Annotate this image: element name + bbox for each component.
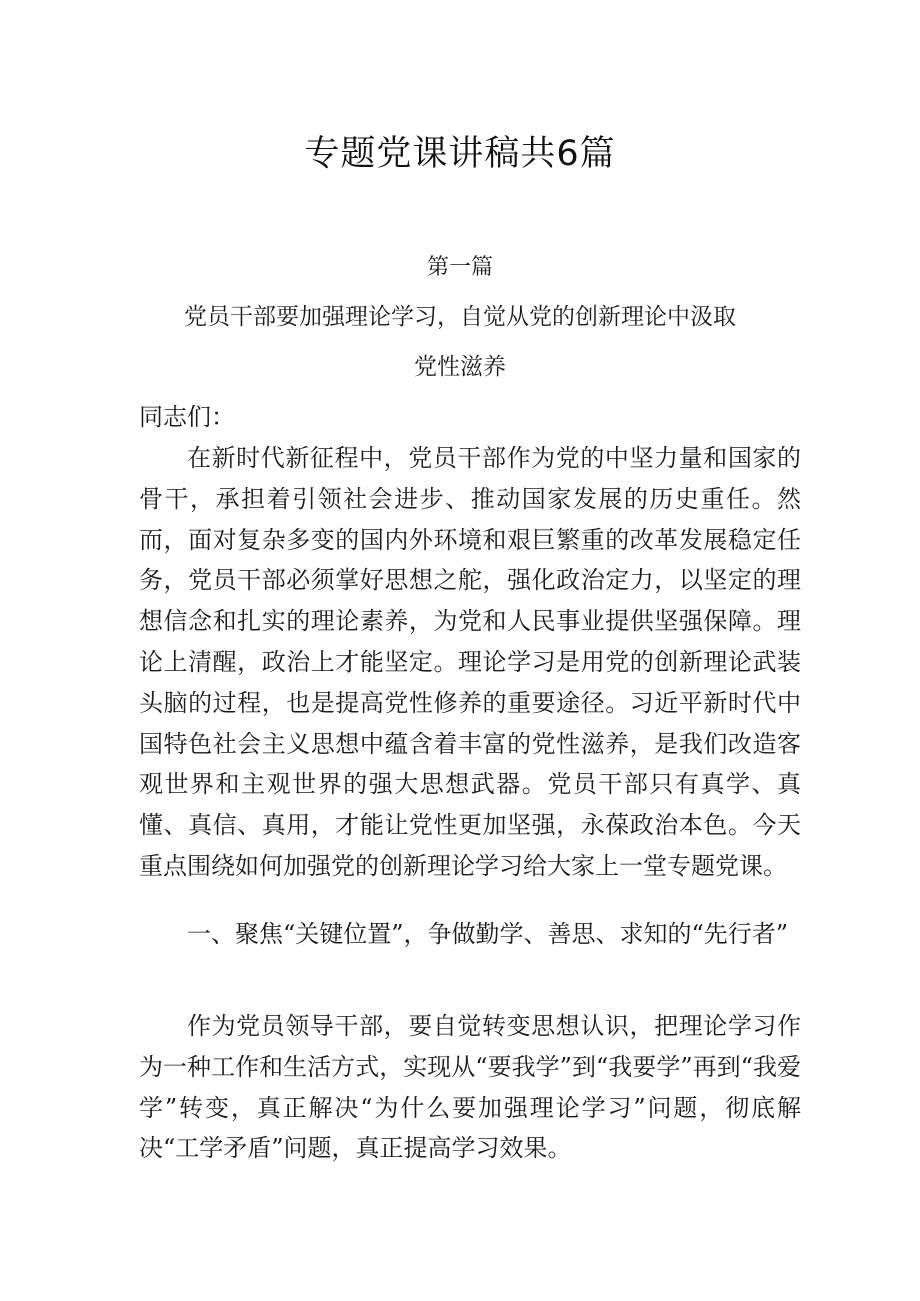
section-heading-1 [139,914,801,955]
body-paragraph-intro [139,438,801,887]
section-heading-text: 一、聚焦“关键位置”，争做勤学、善思、求知的“先行者” [187,920,789,948]
section-subtitle-line-1: 党员干部要加强理论学习，自觉从党的创新理论中汲取 [184,304,736,330]
salutation: 同志们： [139,403,235,431]
body-paragraph-section-1 [139,1006,801,1169]
document-title: 专题党课讲稿共6篇 [304,134,616,174]
chapter-label: 第一篇 [426,255,493,280]
paragraph-text: 作为党员领导干部，要自觉转变思想认识，把理论学习作为一种工作和生活方式，实现从“要我学”到“我要学”再到“我爱学”转变，真正解决“为什么要加强理论学习”问题，彻底解决“工学矛盾”问题，真正提高学习效果。 [139,1012,801,1163]
paragraph-text: 在新时代新征程中，党员干部作为党的中坚力量和国家的骨干，承担着引领社会进步、推动国家发展的历史重任。然而，面对复杂多变的国内外环境和艰巨繁重的改革发展稳定任务，党员干部必须掌好思想之舵，强化政治定力，以坚定的理想信念和扎实的理论素养，为党和人民事业提供坚强保障。理论上清醒，政治上才能坚定。理论学习是用党的创新理论武装头脑的过程，也是提高党性修养的重要途径。习近平新时代中国特色社会主义思想中蕴含着丰富的党性滋养，是我们改造客观世界和主观世界的强大思想武器。党员干部只有真学、真懂、真信、真用，才能让党性更加坚强，永葆政治本色。今天重点围绕如何加强党的创新理论学习给大家上一堂专题党课。 [139,444,801,880]
section-subtitle-line-2: 党性滋养 [414,354,506,380]
